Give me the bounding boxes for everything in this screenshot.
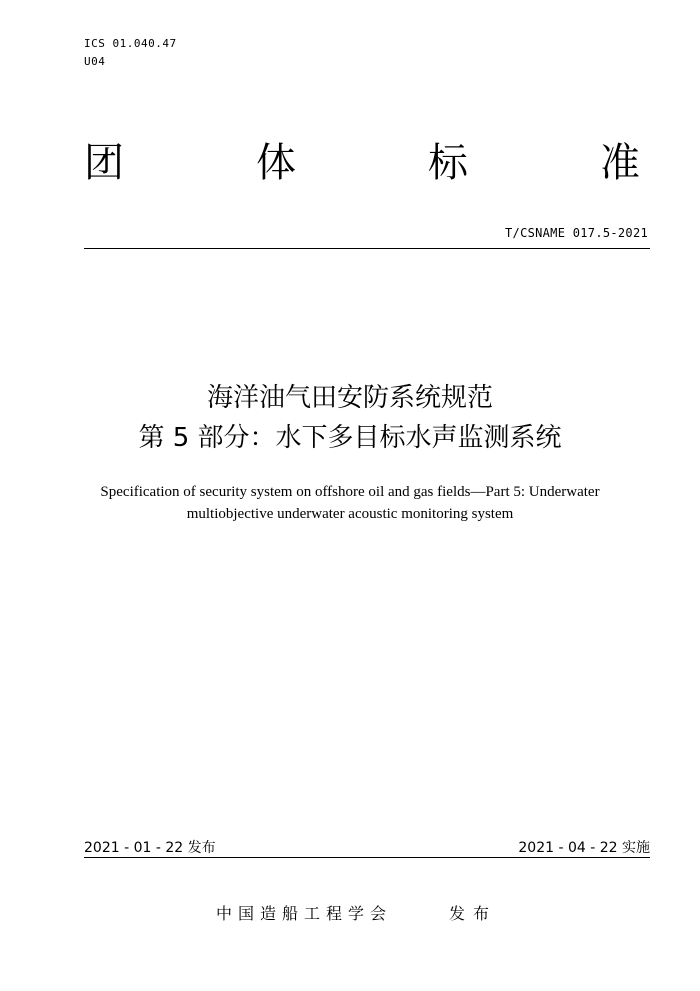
ccs-code: U04 — [84, 55, 106, 68]
standard-type-char: 标 — [428, 140, 468, 186]
standard-type-char: 准 — [600, 140, 640, 186]
classification-codes — [84, 35, 177, 71]
publish-date: 2021 - 01 - 22 发布 — [84, 840, 216, 856]
standard-type-char: 团 — [84, 140, 124, 186]
ics-code: ICS 01.040.47 — [84, 37, 177, 50]
title-cn-line2: 第 5 部分：水下多目标水声监测系统 — [138, 423, 562, 453]
bottom-divider — [84, 857, 650, 858]
title-en-line2: multiobjective underwater acoustic monitoring system — [186, 506, 514, 522]
publish-label: 发布 — [449, 904, 498, 923]
implement-date: 2021 - 04 - 22 实施 — [518, 840, 650, 856]
title-en — [60, 481, 640, 525]
publisher-name: 中国造船工程学会 — [216, 904, 393, 923]
standard-type-char: 体 — [256, 140, 296, 186]
standard-code: T/CSNAME 017.5-2021 — [505, 226, 648, 240]
standard-type-heading — [84, 138, 640, 188]
title-en-line1: Specification of security system on offshore oil and gas fields—Part 5: Underwater — [100, 484, 600, 500]
top-divider — [84, 248, 650, 249]
title-cn-line1: 海洋油气田安防系统规范 — [206, 383, 493, 413]
